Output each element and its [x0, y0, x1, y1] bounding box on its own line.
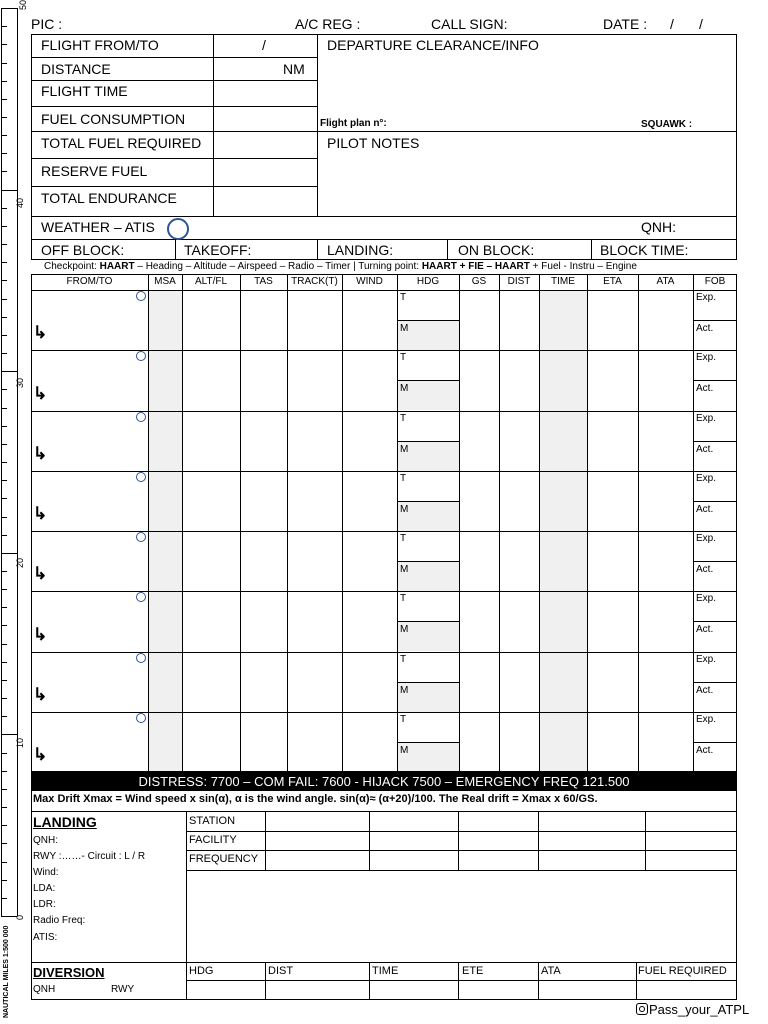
fob-expected-label: Exp. — [696, 352, 717, 364]
scale-tick-20: 20 — [15, 557, 25, 568]
distance-value[interactable]: NM — [283, 61, 305, 77]
hdg-true-label: T — [400, 713, 407, 725]
turn-arrow-icon: ↳ — [33, 745, 48, 764]
diversion-rwy-label: RWY — [111, 984, 135, 995]
hdg-magnetic-label: M — [400, 503, 409, 515]
fuel-consumption-label: FUEL CONSUMPTION — [41, 111, 186, 127]
flight-time-label: FLIGHT TIME — [41, 83, 128, 99]
distress-banner-text: DISTRESS: 7700 – COM FAIL: 7600 - HIJACK 7500 – EMERGENCY FREQ 121.500 — [138, 774, 630, 789]
turn-arrow-icon: ↳ — [33, 383, 48, 403]
scale-tick-40: 40 — [15, 197, 25, 208]
turn-arrow-icon: ↳ — [33, 323, 48, 343]
landing-lda-field: LDA: — [33, 883, 56, 894]
hdg-magnetic-label: M — [400, 684, 409, 696]
call-sign-label: CALL SIGN: — [431, 16, 508, 32]
hdg-magnetic-label: M — [400, 624, 409, 636]
brand-handle: Pass_your_ATPL — [649, 1002, 750, 1017]
nav-column-header: TIME — [551, 276, 575, 287]
nav-column-header: ETA — [603, 276, 622, 287]
landing-atis-field: ATIS: — [33, 932, 58, 943]
nav-column-header: DIST — [507, 276, 531, 287]
scale-label: NAUTICAL MILES 1:500 000 — [3, 925, 10, 1018]
fob-actual-label: Act. — [696, 443, 714, 455]
landing-wind-field: Wind: — [33, 867, 59, 878]
scale-tick-0: 0 — [15, 914, 25, 920]
turn-arrow-icon: ↳ — [33, 443, 48, 463]
nav-column-header: GS — [471, 276, 487, 287]
flight-from-to-value[interactable]: / — [262, 37, 266, 53]
diversion-ata-header: ATA — [541, 965, 561, 977]
total-endurance-label: TOTAL ENDURANCE — [41, 190, 177, 206]
diversion-hdg-header: HDG — [189, 965, 214, 977]
turn-arrow-icon: ↳ — [33, 564, 48, 584]
fob-actual-label: Act. — [696, 624, 714, 636]
nav-column-header: FROM/TO — [66, 276, 113, 287]
nav-column-header: TAS — [254, 276, 273, 287]
landing-ldr-field: LDR: — [33, 899, 56, 910]
hdg-true-label: T — [400, 472, 407, 484]
waypoint-circle-icon — [136, 472, 146, 482]
diversion-fuel-required-header: FUEL REQUIRED — [638, 965, 727, 977]
hdg-true-label: T — [400, 412, 407, 424]
waypoint-circle-icon — [136, 713, 146, 723]
distance-label: DISTANCE — [41, 61, 111, 77]
waypoint-circle-icon — [136, 412, 146, 422]
nav-column-header: MSA — [154, 276, 176, 287]
fob-expected-label: Exp. — [696, 713, 717, 725]
hdg-magnetic-label: M — [400, 443, 409, 455]
turn-arrow-icon: ↳ — [33, 684, 48, 704]
nav-column-header: ATA — [656, 276, 675, 287]
fob-expected-label: Exp. — [696, 653, 717, 665]
diversion-dist-header: DIST — [268, 965, 294, 977]
date-separator: / — [670, 16, 674, 32]
off-block-label: OFF BLOCK: — [41, 242, 125, 258]
hdg-magnetic-label: M — [400, 564, 409, 576]
flight-from-to-label: FLIGHT FROM/TO — [41, 37, 159, 53]
date-label: DATE : — [603, 16, 648, 32]
hdg-true-label: T — [400, 352, 407, 364]
nav-column-header: ALT/FL — [194, 276, 228, 287]
fob-expected-label: Exp. — [696, 593, 717, 605]
hdg-magnetic-label: M — [400, 744, 409, 756]
hdg-true-label: T — [400, 533, 407, 544]
squawk-label: SQUAWK : — [641, 119, 693, 130]
fob-actual-label: Act. — [696, 684, 714, 696]
total-fuel-required-label: TOTAL FUEL REQUIRED — [41, 135, 202, 151]
diversion-title: DIVERSION — [33, 965, 105, 980]
nautical-miles-scale — [0, 0, 28, 1018]
hdg-true-label: T — [400, 653, 407, 665]
departure-clearance-label: DEPARTURE CLEARANCE/INFO — [327, 37, 539, 53]
block-time-label: BLOCK TIME: — [600, 242, 689, 258]
landing-rwy-circuit-field: RWY :……- Circuit : L / R — [33, 851, 146, 862]
scale-tick-30: 30 — [15, 377, 25, 388]
hdg-true-label: T — [400, 593, 407, 605]
fob-expected-label: Exp. — [696, 472, 717, 484]
fob-actual-label: Act. — [696, 744, 714, 756]
ac-reg-label: A/C REG : — [295, 16, 361, 32]
diversion-ete-header: ETE — [462, 965, 484, 977]
atis-circle-icon — [167, 218, 189, 240]
facility-label: FACILITY — [189, 834, 237, 846]
fob-actual-label: Act. — [696, 323, 714, 335]
waypoint-circle-icon — [136, 291, 146, 301]
fob-expected-label: Exp. — [696, 292, 717, 303]
turn-arrow-icon: ↳ — [33, 504, 48, 523]
hdg-magnetic-label: M — [400, 383, 409, 395]
diversion-time-header: TIME — [372, 965, 399, 977]
landing-radio-freq-field: Radio Freq: — [33, 915, 86, 926]
waypoint-circle-icon — [136, 532, 146, 542]
fob-actual-label: Act. — [696, 383, 714, 395]
landing-title: LANDING — [33, 814, 97, 830]
landing-time-label: LANDING: — [327, 242, 394, 258]
hdg-true-label: T — [400, 292, 407, 303]
pilot-notes-label: PILOT NOTES — [327, 135, 420, 151]
max-drift-formula: Max Drift Xmax = Wind speed x sin(α), α is the wind angle. sin(α)≈ (α+20)/100. The Real drift = Xmax x 60/GS. — [33, 793, 598, 805]
fob-actual-label: Act. — [696, 564, 714, 576]
flight-plan-number-label: Flight plan n°: — [320, 118, 387, 129]
pic-label: PIC : — [31, 16, 63, 32]
on-block-label: ON BLOCK: — [458, 242, 535, 258]
fob-actual-label: Act. — [696, 503, 714, 515]
nav-column-header: WIND — [356, 276, 383, 287]
fob-expected-label: Exp. — [696, 412, 717, 424]
fob-expected-label: Exp. — [696, 533, 717, 544]
waypoint-circle-icon — [136, 653, 146, 663]
station-label: STATION — [189, 815, 236, 827]
checkpoint-line: Checkpoint: HAART – Heading – Altitude – Airspeed – Radio – Timer | Turning point: HAART + FIE – HAART + Fuel - Instru – Engine — [44, 261, 637, 272]
reserve-fuel-label: RESERVE FUEL — [41, 163, 148, 179]
nav-column-header: HDG — [416, 276, 440, 287]
date-separator: / — [699, 16, 703, 32]
landing-qnh-field: QNH: — [33, 835, 58, 846]
nav-column-header: TRACK(T) — [291, 276, 338, 287]
hdg-magnetic-label: M — [400, 323, 409, 335]
turn-arrow-icon: ↳ — [33, 624, 48, 644]
diversion-qnh-label: QNH — [33, 984, 56, 995]
instagram-icon — [636, 1003, 648, 1015]
scale-tick-50: 50 — [18, 0, 28, 10]
takeoff-label: TAKEOFF: — [184, 242, 252, 258]
nav-column-header: FOB — [704, 276, 726, 287]
weather-atis-label: WEATHER – ATIS — [41, 219, 155, 235]
scale-tick-10: 10 — [15, 737, 25, 748]
qnh-label: QNH: — [641, 219, 676, 235]
frequency-label: FREQUENCY — [189, 853, 259, 865]
